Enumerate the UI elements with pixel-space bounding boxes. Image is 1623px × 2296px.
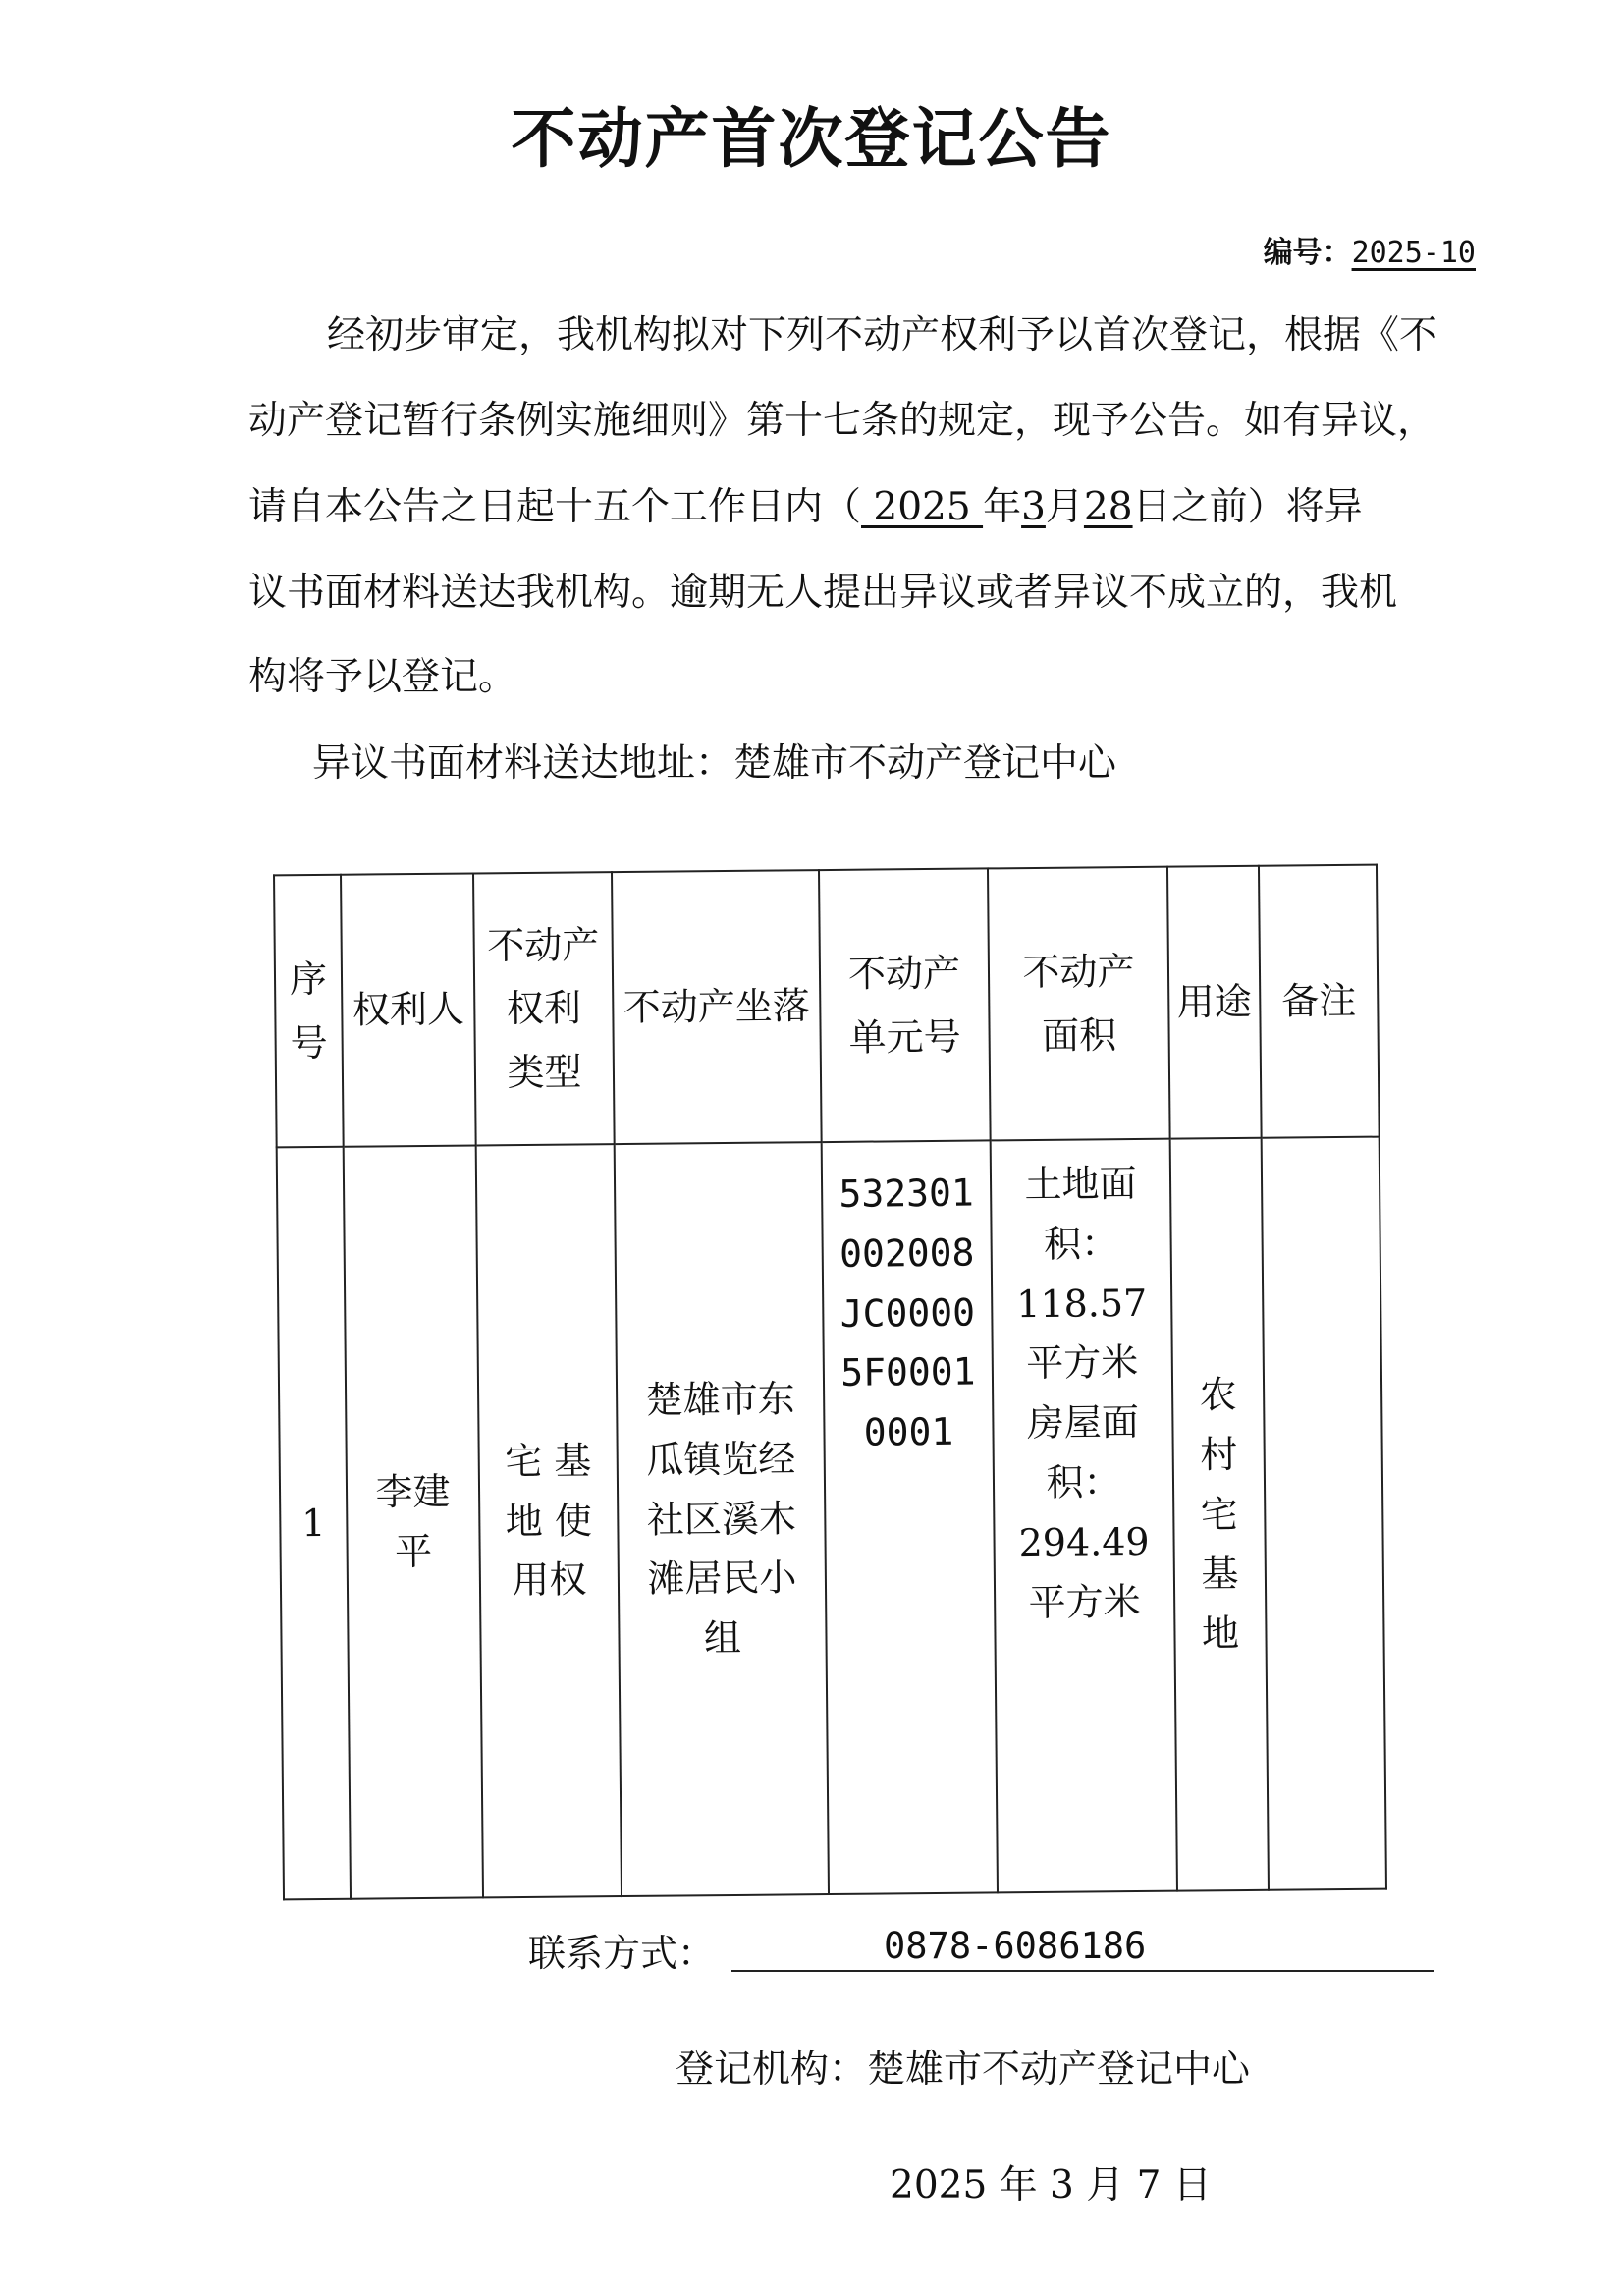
body-line-4: 议书面材料送达我机构。逾期无人提出异议或者异议不成立的，我机: [248, 571, 1398, 615]
cell-location: 楚雄市东 瓜镇览经 社区溪木 滩居民小 组: [615, 1142, 829, 1896]
header-use: 用途: [1167, 866, 1262, 1139]
body-line-2: 动产登记暂行条例实施细则》第十七条的规定，现予公告。如有异议，: [248, 399, 1436, 443]
deadline-year: 2025: [861, 485, 984, 529]
body-line-3: [248, 476, 1363, 531]
body-line-5: 构将予以登记。: [248, 655, 517, 699]
contact-phone: 0878-6086186: [884, 1925, 1147, 1967]
objection-address: 异议书面材料送达地址：楚雄市不动产登记中心: [312, 741, 1117, 786]
deadline-year-unit: 年: [983, 485, 1022, 529]
document-number-label: 编号：: [1263, 236, 1352, 270]
table-header-row: [274, 865, 1380, 1148]
cell-use: 农 村 宅 基 地: [1170, 1138, 1269, 1891]
cell-unit-no: 532301 002008 JC0000 5F0001 0001: [822, 1140, 998, 1894]
document-number: [1264, 228, 1476, 271]
cell-seq: 1: [277, 1147, 351, 1900]
header-right-type: 不动产 权利 类型: [473, 872, 615, 1145]
cell-remark: [1262, 1137, 1386, 1890]
cell-holder: 李建 平: [344, 1145, 483, 1898]
cell-right-type: 宅 基 地 使 用权: [476, 1144, 622, 1897]
body-line-1: 经初步审定，我机构拟对下列不动产权利予以首次登记，根据《不: [327, 313, 1438, 357]
registration-authority: 登记机构：楚雄市不动产登记中心: [676, 2048, 1251, 2092]
header-location: 不动产坐落: [612, 870, 822, 1144]
deadline-month-unit: 月: [1045, 485, 1084, 529]
document-number-value: 2025-10: [1351, 236, 1476, 270]
header-unit-no: 不动产 单元号: [819, 868, 991, 1142]
deadline-day: 28: [1083, 485, 1133, 529]
registration-table: [273, 864, 1387, 1901]
header-remark: 备注: [1259, 865, 1380, 1138]
issue-date: 2025 年 3 月 7 日: [890, 2163, 1212, 2208]
header-seq: 序 号: [274, 875, 344, 1148]
page-title: 不动产首次登记公告: [511, 101, 1112, 177]
cell-area: 土地面 积： 118.57 平方米 房屋面 积： 294.49 平方米: [991, 1139, 1177, 1893]
body-line-3-post: 日之前）将异: [1132, 485, 1363, 529]
header-area: 不动产 面积: [988, 867, 1170, 1141]
contact-underline: [731, 1970, 1434, 1972]
table-row: [277, 1137, 1386, 1900]
header-holder: 权利人: [341, 873, 476, 1146]
contact-label: 联系方式：: [528, 1932, 716, 1975]
deadline-month: 3: [1021, 485, 1046, 529]
body-line-3-pre: 请自本公告之日起十五个工作日内（: [248, 485, 862, 529]
